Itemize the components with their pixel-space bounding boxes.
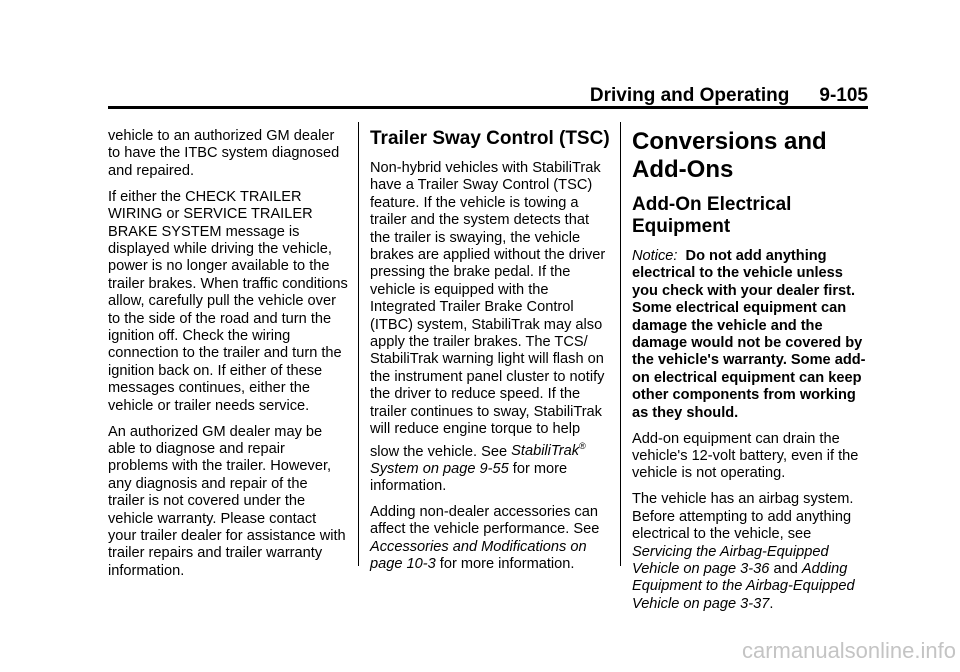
column-divider-1 (358, 122, 359, 566)
watermark: carmanualsonline.info (741, 638, 956, 663)
page-header (108, 86, 868, 106)
col3-p3-end: . (769, 595, 774, 612)
trailer-sway-heading: Trailer Sway Control (TSC) (370, 128, 610, 149)
notice-text: Do not add anything electrical to the vehicle unless you check with your dealer first. Some electrical equipment can damage the vehicle and the damage would not be covered by the vehicle's warranty. Some add-on electrical equipment can keep other components from working as they should. (632, 248, 866, 421)
col2-p1-tail: for more information. (370, 460, 568, 495)
col3-p3-text: The vehicle has an airbag system. Before attempting to add anything electrical to the vehicle, see (632, 491, 854, 543)
electrical-equipment-heading: Add-On Electrical Equipment (632, 194, 792, 237)
col1-paragraph-2: If either the CHECK TRAILER WIRING or SERVICE TRAILER BRAKE SYSTEM message is displayed while driving the vehicle, power is no longer available to the trailer brakes. When traffic conditions allow, carefully pull the vehicle over to the side of the road and turn the ignition off. Check the wiring connection to the trailer and turn the ignition back on. If either of these messages continues, either the vehicle or trailer needs service. (108, 188, 348, 414)
column-2 (370, 128, 610, 582)
header-rule (108, 106, 868, 109)
stabilitrak-ref-name: StabiliTrak (511, 443, 580, 460)
section-title: Driving and Operating (589, 85, 790, 106)
notice-label: Notice: (632, 248, 678, 264)
stabilitrak-ref-page: System on page 9-55 (370, 460, 509, 477)
col2-p1-text: Non-hybrid vehicles with StabiliTrak have a Trailer Sway Control (TSC) feature. If the vehicle is towing a trailer and the system detects that the trailer is swaying, the vehicle brakes are applied without the driver pressing the brake pedal. If the vehicle is equipped with the Integrated Trailer Brake Control (ITBC) system, StabiliTrak may also apply the trailer brakes. The TCS/ StabiliTrak warning light will flash on the instrument panel cluster to notify the driver to reduce speed. If the trailer continues to sway, StabiliTrak will reduce engine torque to help slow the vehicle. See (370, 160, 606, 460)
column-divider-2 (620, 122, 621, 566)
column-3 (632, 128, 868, 622)
airbag-equipment-ref-link[interactable]: Adding Equipment to the Airbag-Equipped Vehicle on page 3-37 (632, 560, 855, 612)
accessories-ref-link[interactable]: Accessories and Modifications on page 10-3 (370, 538, 587, 573)
col1-paragraph-1: vehicle to an authorized GM dealer to have the ITBC system diagnosed and repaired. (108, 128, 340, 179)
col1-paragraph-3: An authorized GM dealer may be able to diagnose and repair problems with the trailer. However, any diagnosis and repair of the trailer is not covered under the vehicle warranty. Please contact your trailer dealer for assistance with trailer repairs and trailer warranty information. (108, 423, 346, 579)
airbag-servicing-ref-link[interactable]: Servicing the Airbag-Equipped Vehicle on page 3-36 (632, 543, 829, 577)
col2-paragraph-2 (370, 504, 610, 574)
registered-mark: ® (579, 441, 586, 452)
col3-paragraph-2: Add-on equipment can drain the vehicle's 12-volt battery, even if the vehicle is not operating. (632, 430, 859, 482)
column-1 (108, 128, 348, 589)
col3-p3-and: and (773, 560, 798, 577)
conversions-heading: Conversions and Add-Ons (632, 128, 827, 183)
col3-paragraph-3 (632, 491, 868, 613)
page-number: 9-105 (819, 85, 868, 106)
notice-paragraph (632, 248, 868, 422)
col2-p2-tail: for more information. (439, 556, 575, 573)
col2-p2-text: Adding non-dealer accessories can affect the vehicle performance. See (370, 504, 600, 538)
col2-paragraph-1 (370, 160, 610, 496)
